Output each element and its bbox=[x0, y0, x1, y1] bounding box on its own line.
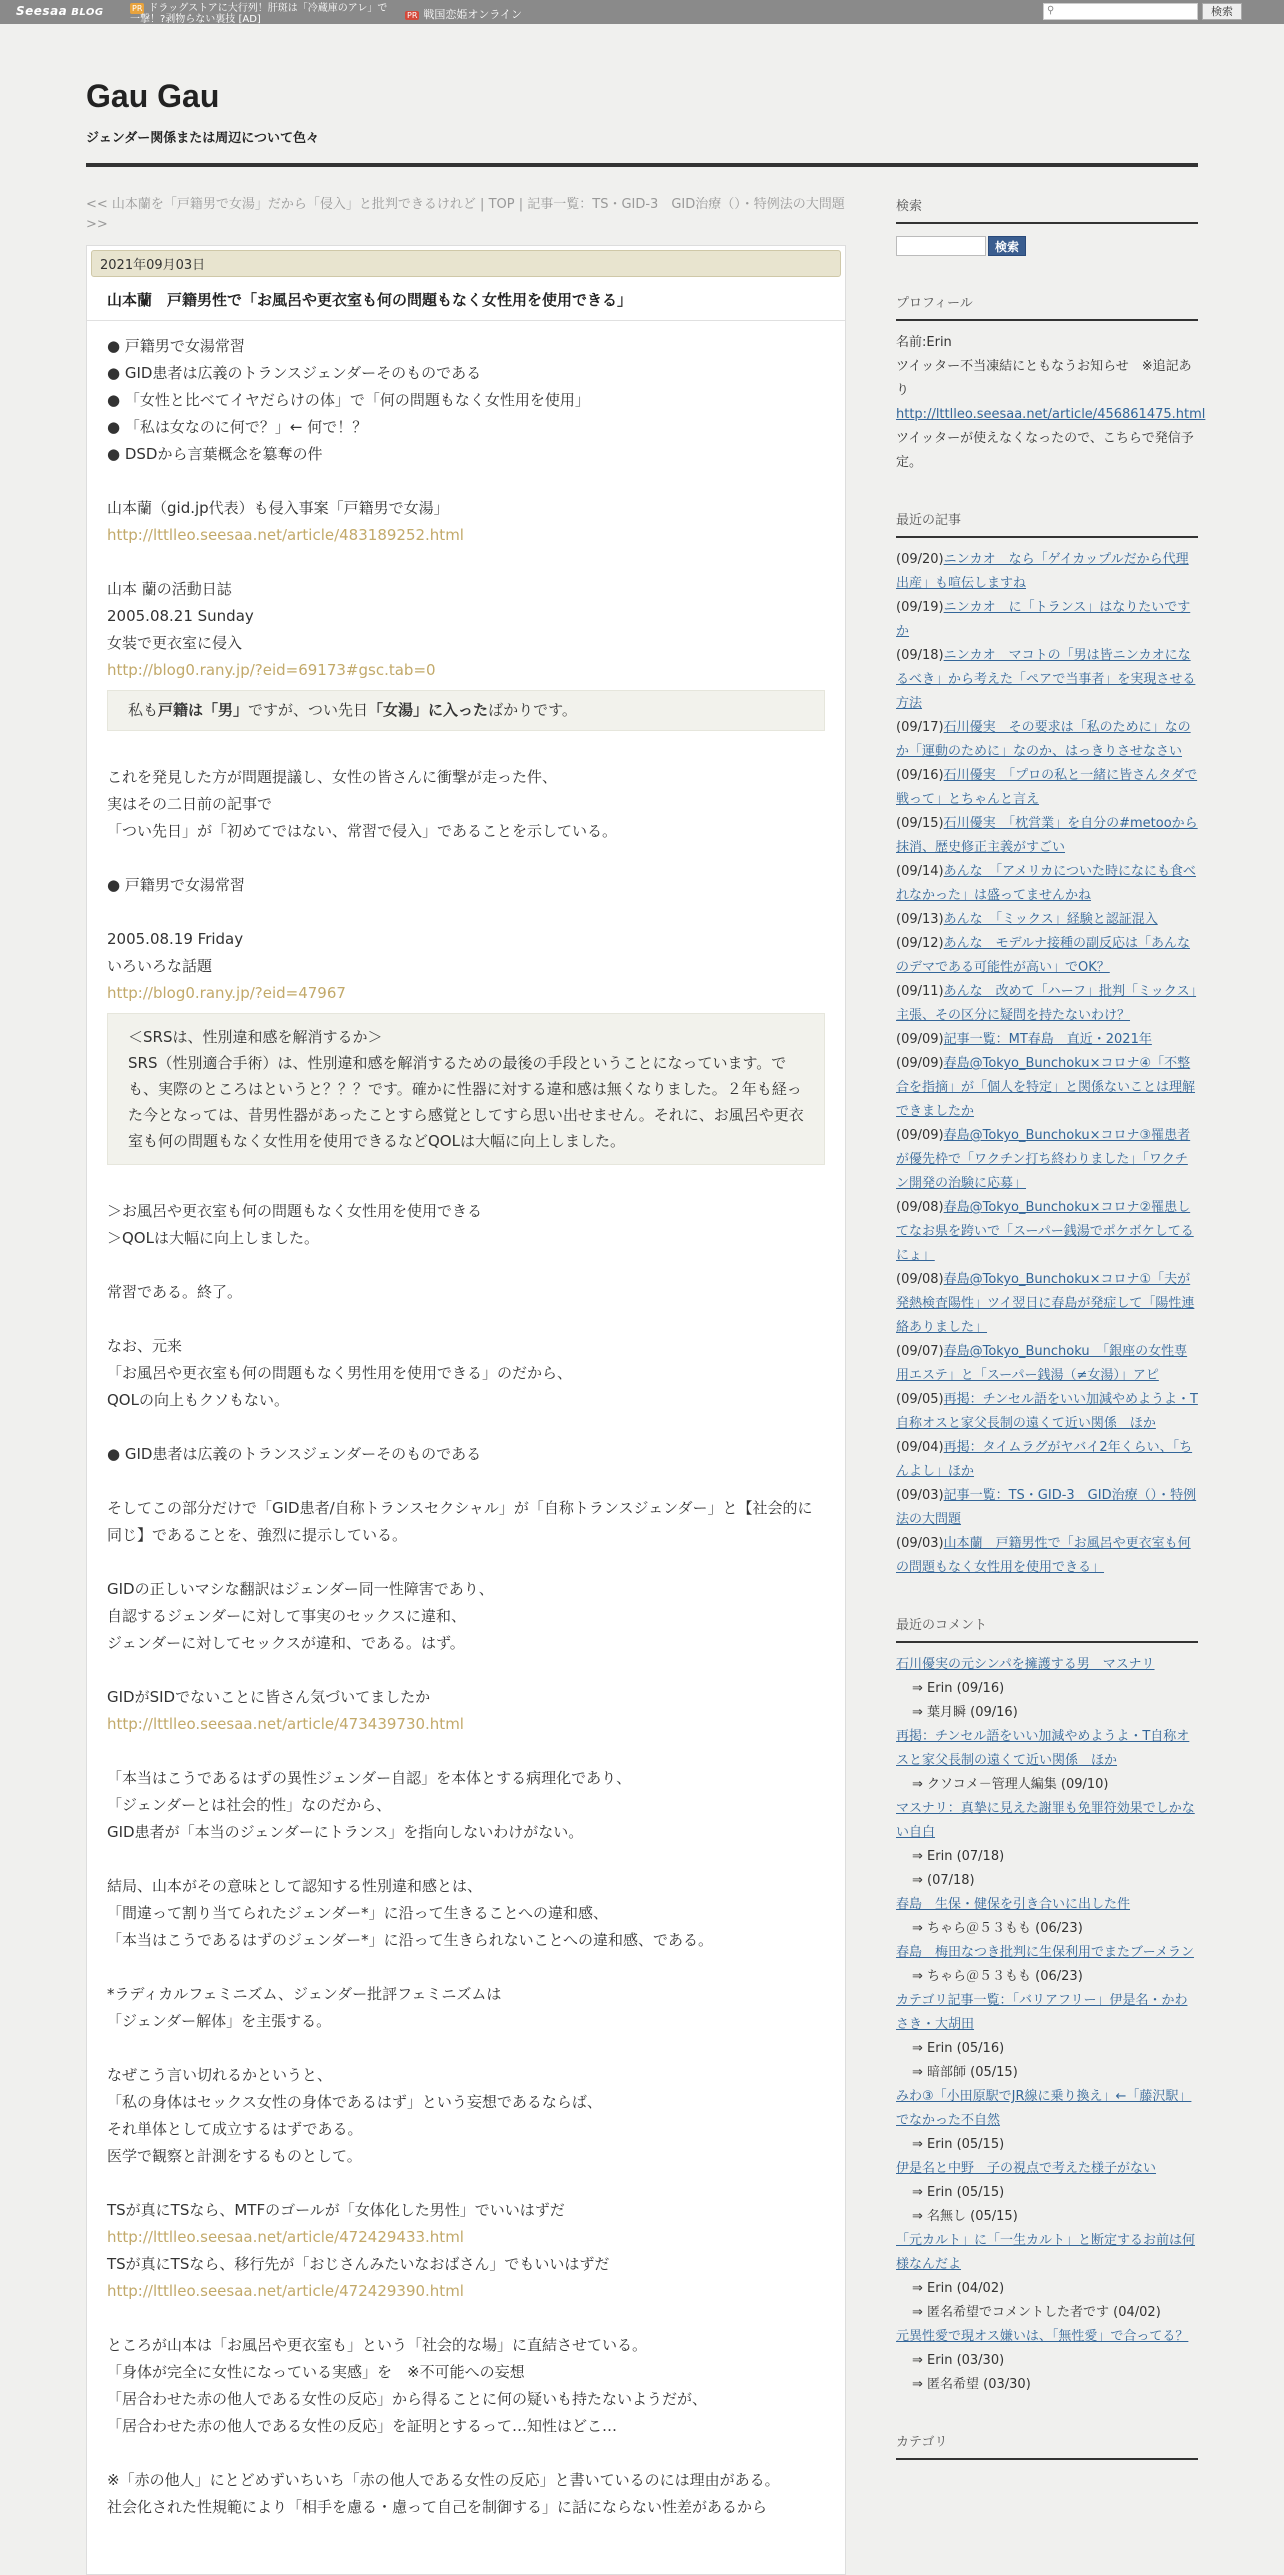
search-heading: 検索 bbox=[896, 195, 1198, 224]
comment-author[interactable]: ⇒ ちゃら＠５３もも (06/23) bbox=[912, 1969, 1083, 1984]
comment-author[interactable]: ⇒ 名無し (05/15) bbox=[912, 2209, 1018, 2224]
comment-author[interactable]: ⇒ Erin (04/02) bbox=[912, 2281, 1005, 2296]
recent-post-date: (09/05) bbox=[896, 1392, 944, 1407]
text-line: 山本蘭（gid.jp代表）も侵入事案「戸籍男で女湯」 bbox=[107, 499, 449, 517]
article-link[interactable]: http://lttlleo.seesaa.net/article/483189252.html bbox=[107, 526, 464, 544]
recent-post-date: (09/16) bbox=[896, 768, 944, 783]
top-link[interactable]: TOP bbox=[488, 197, 515, 212]
comment-author[interactable]: ⇒ 匿名希望でコメントした者です (04/02) bbox=[912, 2305, 1161, 2320]
recent-post-date: (09/09) bbox=[896, 1128, 944, 1143]
text-line: 2005.08.19 Friday bbox=[107, 930, 244, 948]
recent-post-link[interactable]: 石川優実 「枕営業」を自分の#metooから抹消、歴史修正主義がすごい bbox=[896, 816, 1198, 855]
text-line: ● 「女性と比べてイヤだらけの体」で「何の問題もなく女性用を使用」 bbox=[107, 391, 590, 409]
comment-author[interactable]: ⇒ 暗部師 (05/15) bbox=[912, 2065, 1018, 2080]
recent-post-item bbox=[896, 1532, 1198, 1580]
recent-post-link[interactable]: あんな 改めて「ハーフ」批判「ミックス」主張、その区分に疑問を持たないわけ？ bbox=[896, 984, 1197, 1023]
recent-post-date: (09/13) bbox=[896, 912, 944, 927]
text-line: それ単体として成立するはずである。 bbox=[107, 2120, 363, 2138]
profile-link[interactable]: http://lttlleo.seesaa.net/article/456861475.html bbox=[896, 407, 1206, 422]
recent-post-item bbox=[896, 908, 1198, 932]
recent-post-date: (09/09) bbox=[896, 1056, 944, 1071]
article bbox=[86, 245, 846, 2575]
comment-post-link[interactable]: 春島 梅田なつき批判に生保利用でまたブーメラン bbox=[896, 1945, 1194, 1960]
recent-post-date: (09/12) bbox=[896, 936, 944, 951]
comment-author[interactable]: ⇒ 匿名希望 (03/30) bbox=[912, 2377, 1031, 2392]
recent-post-date: (09/04) bbox=[896, 1440, 944, 1455]
comment-author[interactable]: ⇒ Erin (07/18) bbox=[912, 1849, 1005, 1864]
recent-post-link[interactable]: ニンカオ に「トランス」はなりたいですか bbox=[896, 600, 1191, 639]
comment-post-link[interactable]: マスナリ：真摯に見えた謝罪も免罪符効果でしかない自白 bbox=[896, 1801, 1195, 1840]
sidebar-search-button[interactable]: 検索 bbox=[988, 236, 1026, 256]
text-line: ※「赤の他人」にとどめずいちいち「赤の他人である女性の反応」と書いているのには理由がある。 bbox=[107, 2471, 780, 2489]
text-line: そしてこの部分だけで「GID患者/自称トランスセクシャル」が「自称トランスジェンダー」と【社会的に同じ】であることを、強烈に提示している。 bbox=[107, 1499, 813, 1544]
profile-text: ツイッターが使えなくなったので、こちらで発信予定。 bbox=[896, 431, 1194, 470]
recent-post-link[interactable]: 春島@Tokyo_Bunchoku×コロナ②罹患してなお県を跨いで「スーパー銭湯でポケボケしてるにょ」 bbox=[896, 1200, 1194, 1263]
text-line: ジェンダーに対してセックスが違和、である。はず。 bbox=[107, 1634, 465, 1652]
comment-author[interactable]: ⇒ 葉月瞬 (09/16) bbox=[912, 1705, 1018, 1720]
recent-post-item bbox=[896, 1388, 1198, 1436]
text-line: *ラディカルフェミニズム、ジェンダー批評フェミニズムは bbox=[107, 1985, 502, 2003]
text-line: ● 戸籍男で女湯常習 bbox=[107, 337, 245, 355]
text-line: 2005.08.21 Sunday bbox=[107, 607, 254, 625]
text-line: なお、元来 bbox=[107, 1337, 183, 1355]
text-line: 「間違って割り当てられたジェンダー*」に沿って生きることへの違和感、 bbox=[107, 1904, 609, 1922]
recent-comments-heading: 最近のコメント bbox=[896, 1614, 1198, 1643]
recent-post-link[interactable]: 記事一覧：TS・GID-3 GID治療（）・特例法の大問題 bbox=[896, 1488, 1197, 1527]
categories-heading: カテゴリ bbox=[896, 2431, 1198, 2460]
prev-post-link[interactable]: << 山本蘭を「戸籍男で女湯」だから「侵入」と批判できるけれど bbox=[86, 197, 476, 212]
text-line: QOLの向上もクソもない。 bbox=[107, 1391, 289, 1409]
comment-post-link[interactable]: 再掲：チンセル語をいい加減やめようよ・T自称オスと家父長制の遠くて近い関係 ほか bbox=[896, 1729, 1190, 1768]
comment-post-link[interactable]: 石川優実の元シンパを擁護する男 マスナリ bbox=[896, 1657, 1155, 1672]
post-title[interactable]: 山本蘭 戸籍男性で「お風呂や更衣室も何の問題もなく女性用を使用できる」 bbox=[87, 281, 845, 321]
article-link[interactable]: http://blog0.rany.jp/?eid=47967 bbox=[107, 984, 346, 1002]
text-line: 女装で更衣室に侵入 bbox=[107, 634, 243, 652]
blog-header bbox=[86, 78, 1198, 146]
comment-post-link[interactable]: カテゴリ記事一覧：「バリアフリー」伊是名・かわさき・大胡田 bbox=[896, 1993, 1188, 2032]
text-line: GID患者が「本当のジェンダーにトランス」を指向しないわけがない。 bbox=[107, 1823, 584, 1841]
blog-description: ジェンダー関係または周辺について色々 bbox=[86, 131, 319, 146]
text-line: ＞QOLは大幅に向上しました。 bbox=[107, 1229, 319, 1247]
recent-post-link[interactable]: 石川優実 その要求は「私のために」なのか「運動のために」なのか、はっきりさせなさい bbox=[896, 720, 1191, 759]
recent-post-date: (09/14) bbox=[896, 864, 944, 879]
recent-post-link[interactable]: あんな モデルナ接種の副反応は「あんなのデマである可能性が高い」でOK？ bbox=[896, 936, 1190, 975]
comment-author[interactable]: ⇒ Erin (05/15) bbox=[912, 2137, 1005, 2152]
text-line: 結局、山本がその意味として認知する性別違和感とは、 bbox=[107, 1877, 483, 1895]
text-line: 「居合わせた赤の他人である女性の反応」を証明とするって…知性はどこ… bbox=[107, 2417, 618, 2435]
top-search bbox=[1043, 3, 1242, 20]
text-line: 「本当はこうであるはずの異性ジェンダー自認」を本体とする病理化であり、 bbox=[107, 1769, 632, 1787]
pr-badge: PR bbox=[132, 4, 143, 13]
article-link[interactable]: http://lttlleo.seesaa.net/article/472429433.html bbox=[107, 2228, 464, 2246]
top-bar bbox=[0, 0, 1284, 24]
recent-post-item bbox=[896, 1268, 1198, 1340]
text-line: GIDがSIDでないことに皆さん気づいてましたか bbox=[107, 1688, 431, 1706]
comment-post-link[interactable]: みわ③「小田原駅でJR線に乗り換え」←「藤沢駅」でなかった不自然 bbox=[896, 2089, 1192, 2128]
recent-post-link[interactable]: あんな 「ミックス」経験と認証混入 bbox=[943, 912, 1158, 927]
comment-post-link[interactable]: 「元カルト」に「一生カルト」と断定するお前は何様なんだよ bbox=[896, 2233, 1196, 2272]
text-line: ● DSDから言葉概念を簒奪の件 bbox=[107, 445, 323, 463]
recent-post-item bbox=[896, 860, 1198, 908]
text-line: 自認するジェンダーに対して事実のセックスに違和、 bbox=[107, 1607, 466, 1625]
recent-post-date: (09/19) bbox=[896, 600, 944, 615]
recent-post-link[interactable]: 春島@Tokyo_Bunchoku 「銀座の女性専用エステ」と「スーパー銭湯（≠女湯）」アピ bbox=[896, 1344, 1188, 1383]
post-body bbox=[87, 321, 845, 2533]
recent-post-link[interactable]: 再掲：タイムラグがヤバイ2年くらい、「ちんよし」ほか bbox=[896, 1440, 1193, 1479]
blockquote: 私も戸籍は「男」ですが、つい先日「女湯」に入ったばかりです。 bbox=[107, 690, 825, 731]
sidebar-search bbox=[896, 195, 1198, 258]
text-line: ● GID患者は広義のトランスジェンダーそのものである bbox=[107, 364, 482, 382]
seesaa-logo[interactable]: Seesaa BLOG bbox=[16, 4, 104, 18]
recent-posts-heading: 最近の記事 bbox=[896, 509, 1198, 538]
recent-post-date: (09/09) bbox=[896, 1032, 944, 1047]
text-line: 「身体が完全に女性になっている実感」を ※不可能への妄想 bbox=[107, 2363, 525, 2381]
recent-post-item bbox=[896, 812, 1198, 860]
sidebar-categories bbox=[896, 2431, 1198, 2460]
recent-post-date: (09/07) bbox=[896, 1344, 944, 1359]
recent-post-date: (09/08) bbox=[896, 1200, 944, 1215]
blog-title[interactable]: Gau Gau bbox=[86, 78, 220, 114]
article-link[interactable]: http://lttlleo.seesaa.net/article/473439730.html bbox=[107, 1715, 464, 1733]
comment-post-link[interactable]: 元異性愛で現オス嫌いは、「無性愛」で合ってる？ bbox=[896, 2329, 1189, 2344]
profile-heading: プロフィール bbox=[896, 292, 1198, 321]
profile-name: 名前:Erin bbox=[896, 335, 952, 350]
text-line: ● 「私は女なのに何で？」← 何で！？ bbox=[107, 418, 368, 436]
ad-link-1[interactable]: PR ドラッグストアに大行列！肝斑は「冷蔵庫のアレ」で一撃！?剥物らない裏技 [AD] bbox=[130, 3, 388, 25]
recent-post-link[interactable]: ニンカオ マコトの「男は皆ニンカオになるべき」から考えた「ペアで当事者」を実現させる方法 bbox=[896, 648, 1196, 711]
recent-post-link[interactable]: あんな 「アメリカについた時になにも食べれなかった」は盛ってませんかね bbox=[896, 864, 1196, 903]
recent-post-link[interactable]: 再掲：チンセル語をいい加減やめようよ・T自称オスと家父長制の遠くて近い関係 ほか bbox=[896, 1392, 1198, 1431]
post-date: 2021年09月03日 bbox=[91, 250, 841, 277]
text-line: 「ジェンダー解体」を主張する。 bbox=[107, 2012, 332, 2030]
recent-post-link[interactable]: 記事一覧：MT春島 直近・2021年 bbox=[943, 1032, 1152, 1047]
text-line: なぜこう言い切れるかというと、 bbox=[107, 2066, 333, 2084]
comment-author[interactable]: ⇒ ちゃら＠５３もも (06/23) bbox=[912, 1921, 1083, 1936]
recent-post-link[interactable]: 石川優実 「プロの私と一緒に皆さんタダで戦って」とちゃんと言え bbox=[896, 768, 1198, 807]
sidebar-recent-comments bbox=[896, 1614, 1198, 2397]
recent-post-item bbox=[896, 596, 1198, 644]
recent-post-date: (09/03) bbox=[896, 1488, 944, 1503]
profile-text: ツイッター不当凍結にともなうお知らせ ※追記あり bbox=[896, 359, 1192, 398]
comment-author[interactable]: ⇒ Erin (05/16) bbox=[912, 2041, 1005, 2056]
text-line: ＞お風呂や更衣室も何の問題もなく女性用を使用できる bbox=[107, 1202, 483, 1220]
recent-post-date: (09/17) bbox=[896, 720, 944, 735]
recent-post-date: (09/08) bbox=[896, 1272, 944, 1287]
header-divider bbox=[86, 163, 1198, 167]
text-line: 医学で観察と計測をするものとして。 bbox=[107, 2147, 362, 2165]
article-link[interactable]: http://blog0.rany.jp/?eid=69173#gsc.tab=0 bbox=[107, 661, 436, 679]
pr-badge: PR bbox=[407, 11, 418, 20]
recent-post-item bbox=[896, 1340, 1198, 1388]
recent-post-item bbox=[896, 1052, 1198, 1124]
sidebar-profile bbox=[896, 292, 1206, 475]
text-line: 社会化された性規範により「相手を慮る・慮って自己を制御する」に話にならない性差があるから bbox=[107, 2498, 768, 2516]
blockquote: ＜SRSは、性別違和感を解消するか＞ SRS（性別適合手術）は、性別違和感を解消するための最後の手段ということになっています。でも、実際のところはというと？？？です。確かに性器に対する違和感は無くなりました。２年も経った今となっては、昔男性器があったことすら感覚としてすら思い出せません。それに、お風呂や更衣室も何の問題もなく女性用を使用できるなどQOLは大幅に向上しました。 bbox=[107, 1013, 825, 1165]
text-line: これを発見した方が問題提議し、女性の皆さんに衝撃が走った件、 bbox=[107, 768, 558, 786]
recent-post-item bbox=[896, 716, 1198, 764]
main-column bbox=[86, 195, 846, 2516]
sidebar bbox=[896, 195, 1206, 2494]
recent-post-link[interactable]: 春島@Tokyo_Bunchoku×コロナ④「不整合を指摘」が「個人を特定」と関係ないことは理解できましたか bbox=[896, 1056, 1196, 1119]
text-line: 「本当はこうであるはずのジェンダー*」に沿って生きられないことへの違和感、である。 bbox=[107, 1931, 714, 1949]
text-line: 「お風呂や更衣室も何の問題もなく男性用を使用できる」のだから、 bbox=[107, 1364, 573, 1382]
sidebar-recent-posts bbox=[896, 509, 1198, 1580]
recent-post-date: (09/15) bbox=[896, 816, 944, 831]
text-line: TSが真にTSなら、MTFのゴールが「女体化した男性」でいいはずだ bbox=[107, 2201, 565, 2219]
top-search-input[interactable] bbox=[1043, 3, 1198, 20]
recent-post-item bbox=[896, 1028, 1198, 1052]
text-line: ● GID患者は広義のトランスジェンダーそのものである bbox=[107, 1445, 482, 1463]
text-line: ● 戸籍男で女湯常習 bbox=[107, 876, 245, 894]
recent-post-date: (09/11) bbox=[896, 984, 944, 999]
comment-author[interactable]: ⇒ (07/18) bbox=[912, 1873, 975, 1888]
text-line: 「居合わせた赤の他人である女性の反応」から得ることに何の疑いも持たないようだが、 bbox=[107, 2390, 708, 2408]
recent-post-link[interactable]: 春島@Tokyo_Bunchoku×コロナ③罹患者が優先枠で「ワクチン打ち終わりました」「ワクチン開発の治験に応募」 bbox=[896, 1128, 1191, 1191]
recent-post-item bbox=[896, 1124, 1198, 1196]
recent-post-item bbox=[896, 1484, 1198, 1532]
recent-post-item bbox=[896, 548, 1198, 596]
text-line: 「ジェンダーとは社会的性」なのだから、 bbox=[107, 1796, 392, 1814]
recent-post-link[interactable]: 春島@Tokyo_Bunchoku×コロナ①「夫が発熱検査陽性」ツイ翌日に春島が発症して「陽性連絡ありました」 bbox=[896, 1272, 1195, 1335]
comment-author[interactable]: ⇒ Erin (03/30) bbox=[912, 2353, 1005, 2368]
recent-post-item bbox=[896, 644, 1198, 716]
text-line: 「つい先日」が「初めてではない、常習で侵入」であることを示している。 bbox=[107, 822, 618, 840]
next-post-link[interactable]: 記事一覧：TS・GID-3 GID治療（）・特例法の大問題 >> bbox=[86, 197, 845, 232]
sidebar-search-input[interactable] bbox=[896, 236, 986, 256]
ad-link-2[interactable]: PR 戦国恋姫オンライン bbox=[407, 8, 523, 21]
text-line: 常習である。終了。 bbox=[107, 1283, 243, 1301]
comment-author[interactable]: ⇒ Erin (05/15) bbox=[912, 2185, 1005, 2200]
article-link[interactable]: http://lttlleo.seesaa.net/article/472429390.html bbox=[107, 2282, 464, 2300]
recent-post-item bbox=[896, 1196, 1198, 1268]
search-icon: ⚲ bbox=[1047, 5, 1055, 16]
recent-post-date: (09/20) bbox=[896, 552, 944, 567]
text-line: TSが真にTSなら、移行先が「おじさんみたいなおばさん」でもいいはずだ bbox=[107, 2255, 610, 2273]
text-line: GIDの正しいマシな翻訳はジェンダー同一性障害であり、 bbox=[107, 1580, 494, 1598]
comment-post-link[interactable]: 春島 生保・健保を引き合いに出した件 bbox=[896, 1897, 1131, 1912]
recent-post-item bbox=[896, 932, 1198, 980]
recent-post-link[interactable]: ニンカオ なら「ゲイカップルだから代理出産」も喧伝しますね bbox=[896, 552, 1189, 591]
text-line: 山本 蘭の活動日誌 bbox=[107, 580, 232, 598]
text-line: いろいろな話題 bbox=[107, 957, 213, 975]
text-line: 「私の身体はセックス女性の身体であるはず」という妄想であるならば、 bbox=[107, 2093, 602, 2111]
top-search-button[interactable]: 検索 bbox=[1202, 3, 1242, 20]
text-line: 実はその二日前の記事で bbox=[107, 795, 273, 813]
comment-author[interactable]: ⇒ クソコメ－管理人編集 (09/10) bbox=[912, 1777, 1109, 1792]
recent-post-item bbox=[896, 764, 1198, 812]
recent-post-link[interactable]: 山本蘭 戸籍男性で「お風呂や更衣室も何の問題もなく女性用を使用できる」 bbox=[896, 1536, 1191, 1575]
post-navigation: << 山本蘭を「戸籍男で女湯」だから「侵入」と批判できるけれど | TOP | 記事一覧：TS・GID-3 GID治療（）・特例法の大問題 >> bbox=[86, 197, 845, 232]
recent-post-date: (09/18) bbox=[896, 648, 944, 663]
recent-post-item bbox=[896, 1436, 1198, 1484]
comment-post-link[interactable]: 伊是名と中野 子の視点で考えた様子がない bbox=[896, 2161, 1157, 2176]
text-line: ところが山本は「お風呂や更衣室も」という「社会的な場」に直結させている。 bbox=[107, 2336, 648, 2354]
recent-post-item bbox=[896, 980, 1198, 1028]
recent-post-date: (09/03) bbox=[896, 1536, 944, 1551]
comment-author[interactable]: ⇒ Erin (09/16) bbox=[912, 1681, 1005, 1696]
